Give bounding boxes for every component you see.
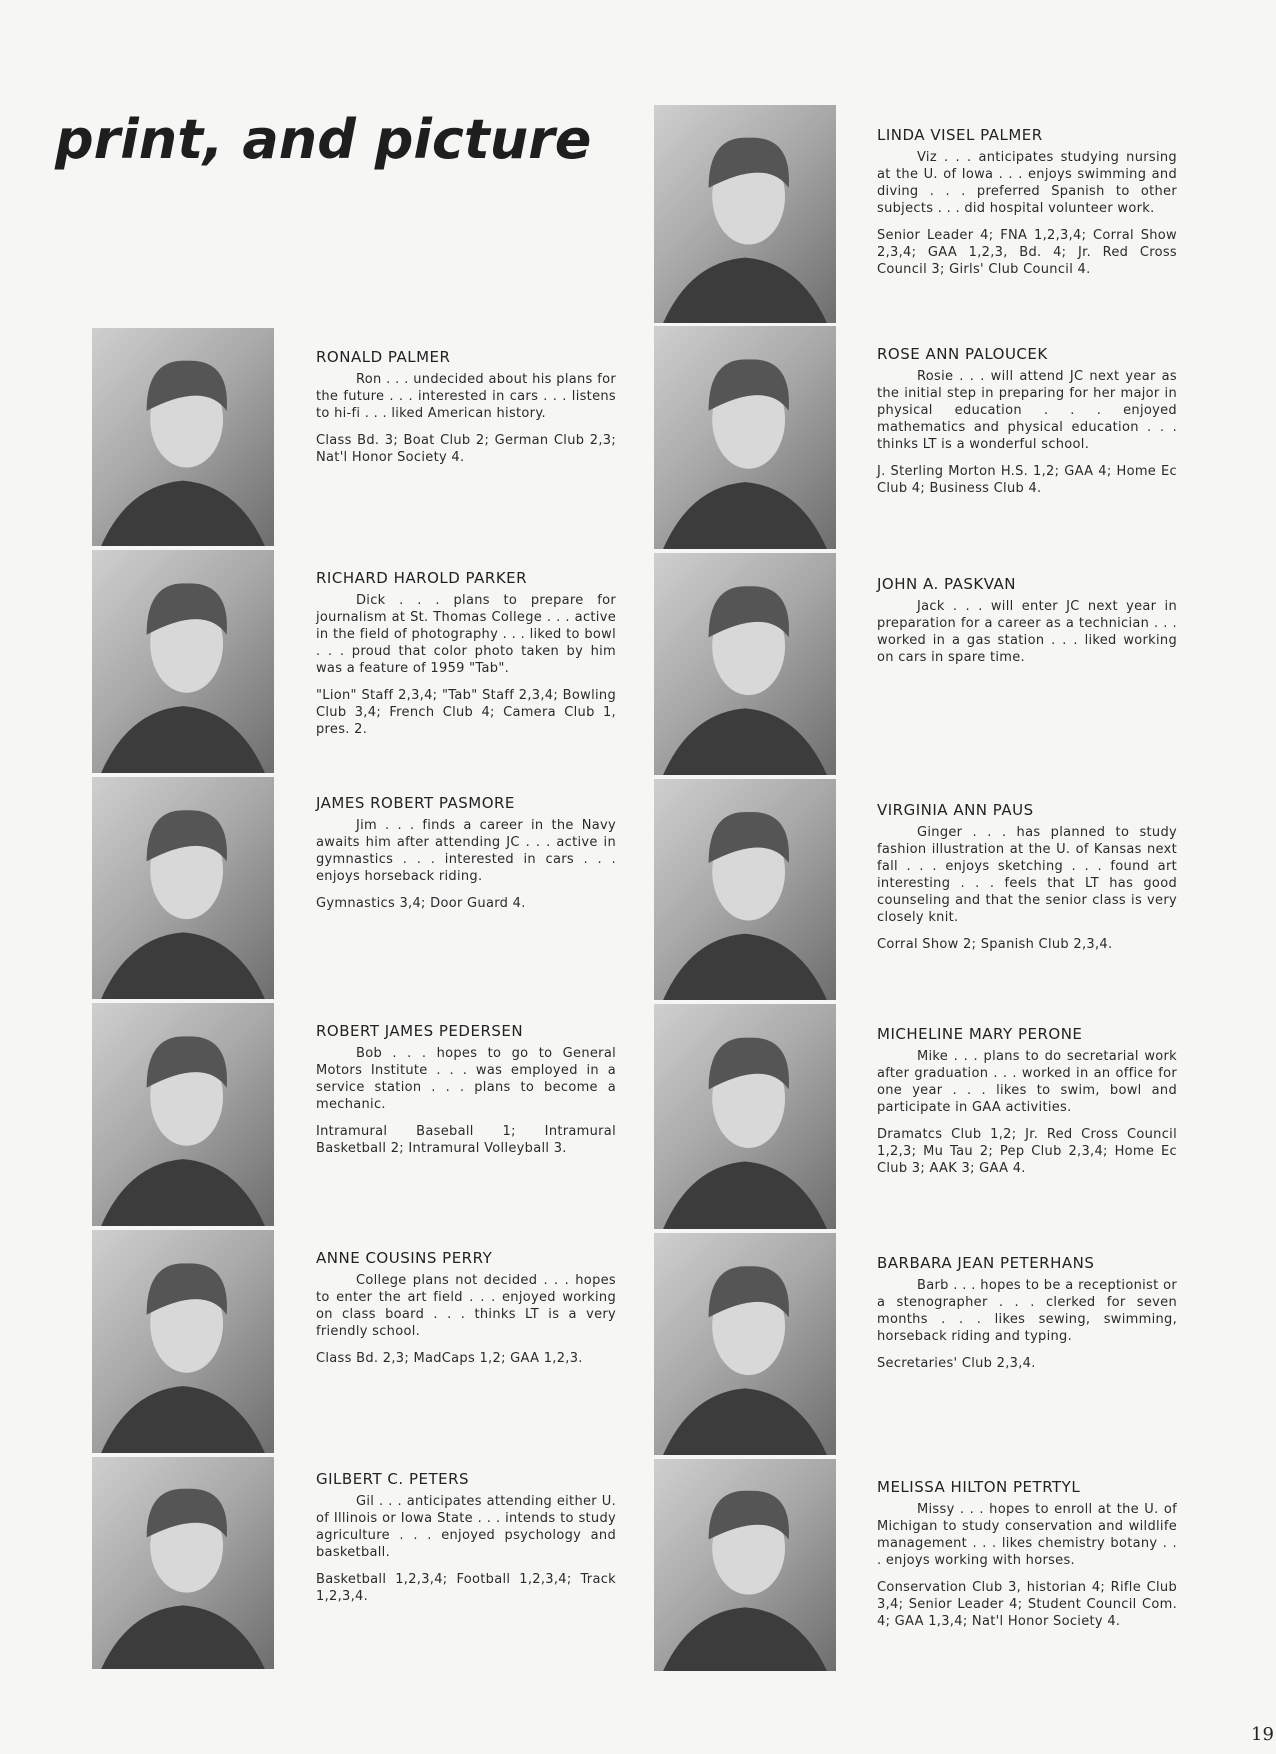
student-entry (316, 1471, 616, 1605)
portrait-silhouette (654, 1459, 836, 1671)
student-entry (877, 127, 1177, 278)
student-name: VIRGINIA ANN PAUS (877, 801, 1034, 819)
portrait-shoulders (663, 934, 827, 1000)
student-entry (877, 1026, 1177, 1177)
portrait-shoulders (663, 258, 827, 323)
portrait-shoulders (663, 1388, 827, 1455)
student-name: JAMES ROBERT PASMORE (316, 794, 515, 812)
student-bio: Bob . . . hopes to go to General Motors Institute . . . was employed in a service station . . . plans to become a mechanic. (316, 1046, 616, 1112)
student-name: MELISSA HILTON PETRTYL (877, 1478, 1081, 1496)
portrait-photo (654, 326, 836, 549)
student-bio: Ginger . . . has planned to study fashion illustration at the U. of Kansas next fall . . . enjoys sketching . . . found art interesting . . . feels that LT has good counseling and that the senior class is very closely knit. (877, 825, 1177, 925)
student-entry (316, 1250, 616, 1367)
student-bio: Barb . . . hopes to be a receptionist or a stenographer . . . clerked for seven months . . . likes sewing, swimming, horseback riding and typing. (877, 1278, 1177, 1344)
portrait-silhouette (92, 1230, 274, 1453)
student-activities: Class Bd. 3; Boat Club 2; German Club 2,3; Nat'l Honor Society 4. (316, 433, 616, 465)
portrait-silhouette (654, 1004, 836, 1229)
portrait-shoulders (663, 708, 827, 775)
student-activities: "Lion" Staff 2,3,4; "Tab" Staff 2,3,4; Bowling Club 3,4; French Club 4; Camera Club 1, pres. 2. (316, 688, 616, 737)
student-bio: Mike . . . plans to do secretarial work after graduation . . . worked in an office for one year . . . likes to swim, bowl and participate in GAA activities. (877, 1049, 1177, 1115)
student-name: ROSE ANN PALOUCEK (877, 345, 1048, 363)
student-bio: Ron . . . undecided about his plans for the future . . . interested in cars . . . listens to hi-fi . . . liked American history. (316, 372, 616, 421)
student-entry (877, 1255, 1177, 1372)
portrait-silhouette (92, 550, 274, 773)
portrait-silhouette (654, 105, 836, 323)
student-activities: Senior Leader 4; FNA 1,2,3,4; Corral Show 2,3,4; GAA 1,2,3, Bd. 4; Jr. Red Cross Council 3; Girls' Club Council 4. (877, 228, 1177, 277)
portrait-silhouette (654, 553, 836, 775)
student-entry (316, 795, 616, 912)
student-name: ROBERT JAMES PEDERSEN (316, 1022, 524, 1040)
student-bio: Dick . . . plans to prepare for journalism at St. Thomas College . . . active in the field of photography . . . liked to bowl . . . proud that color photo taken by him was a feature of 1959 "Tab". (316, 593, 616, 676)
portrait-photo (654, 553, 836, 775)
portrait-photo (654, 1004, 836, 1229)
student-entry (316, 349, 616, 466)
student-name: GILBERT C. PETERS (316, 1470, 470, 1488)
portrait-photo (654, 1459, 836, 1671)
portrait-shoulders (101, 1605, 265, 1669)
student-entry (316, 1023, 616, 1157)
student-activities: Class Bd. 2,3; MadCaps 1,2; GAA 1,2,3. (316, 1351, 583, 1366)
student-bio: Jim . . . finds a career in the Navy awaits him after attending JC . . . active in gymnastics . . . interested in cars . . . enjoys horseback riding. (316, 818, 616, 884)
student-bio: Missy . . . hopes to enroll at the U. of Michigan to study conservation and wildlife management . . . likes chemistry botany . . . enjoys working with horses. (877, 1502, 1177, 1568)
portrait-silhouette (92, 777, 274, 999)
portrait-shoulders (101, 1386, 265, 1453)
student-activities: Intramural Baseball 1; Intramural Basketball 2; Intramural Volleyball 3. (316, 1124, 616, 1156)
student-activities: Conservation Club 3, historian 4; Rifle Club 3,4; Senior Leader 4; Student Council Com. 4; GAA 1,3,4; Nat'l Honor Society 4. (877, 1580, 1177, 1629)
student-activities: Gymnastics 3,4; Door Guard 4. (316, 896, 526, 911)
student-name: JOHN A. PASKVAN (877, 575, 1017, 593)
student-name: BARBARA JEAN PETERHANS (877, 1254, 1095, 1272)
portrait-shoulders (101, 1159, 265, 1226)
student-name: RONALD PALMER (316, 348, 451, 366)
portrait-photo (92, 1003, 274, 1226)
student-activities: Basketball 1,2,3,4; Football 1,2,3,4; Track 1,2,3,4. (316, 1572, 616, 1604)
student-entry (316, 570, 616, 738)
portrait-silhouette (654, 1233, 836, 1455)
portrait-photo (654, 105, 836, 323)
portrait-silhouette (654, 779, 836, 1000)
student-bio: Jack . . . will enter JC next year in preparation for a career as a technician . . . worked in a gas station . . . liked working on cars in spare time. (877, 599, 1177, 665)
portrait-silhouette (92, 1003, 274, 1226)
portrait-photo (654, 1233, 836, 1455)
portrait-shoulders (101, 481, 265, 546)
student-entry (877, 1479, 1177, 1630)
student-entry (877, 576, 1177, 676)
portrait-silhouette (92, 1457, 274, 1669)
portrait-silhouette (92, 328, 274, 546)
student-entry (877, 346, 1177, 497)
student-entry (877, 802, 1177, 953)
portrait-shoulders (663, 482, 827, 549)
student-bio: College plans not decided . . . hopes to enter the art field . . . enjoyed working on class board . . . thinks LT is a very friendly school. (316, 1273, 616, 1339)
student-activities: Corral Show 2; Spanish Club 2,3,4. (877, 937, 1113, 952)
portrait-photo (654, 779, 836, 1000)
student-name: MICHELINE MARY PERONE (877, 1025, 1083, 1043)
portrait-shoulders (101, 706, 265, 773)
portrait-photo (92, 550, 274, 773)
student-bio: Rosie . . . will attend JC next year as the initial step in preparing for her major in physical education . . . enjoyed mathematics and physical education . . . thinks LT is a wonderful school. (877, 369, 1177, 452)
portrait-photo (92, 1457, 274, 1669)
student-activities: Secretaries' Club 2,3,4. (877, 1356, 1036, 1371)
student-name: ANNE COUSINS PERRY (316, 1249, 493, 1267)
page-number: 19 (1251, 1724, 1274, 1745)
portrait-photo (92, 328, 274, 546)
student-activities: J. Sterling Morton H.S. 1,2; GAA 4; Home Ec Club 4; Business Club 4. (877, 464, 1177, 496)
portrait-photo (92, 1230, 274, 1453)
student-name: RICHARD HAROLD PARKER (316, 569, 528, 587)
student-bio: Gil . . . anticipates attending either U. of Illinois or Iowa State . . . intends to study agriculture . . . enjoyed psychology and basketball. (316, 1494, 616, 1560)
student-name: LINDA VISEL PALMER (877, 126, 1043, 144)
student-activities: Dramatcs Club 1,2; Jr. Red Cross Council 1,2,3; Mu Tau 2; Pep Club 2,3,4; Home Ec Club 3; AAK 3; GAA 4. (877, 1127, 1177, 1176)
page-heading: print, and picture (55, 108, 592, 171)
portrait-shoulders (101, 932, 265, 999)
portrait-photo (92, 777, 274, 999)
portrait-silhouette (654, 326, 836, 549)
portrait-shoulders (663, 1162, 827, 1230)
portrait-shoulders (663, 1607, 827, 1671)
student-bio: Viz . . . anticipates studying nursing at the U. of Iowa . . . enjoys swimming and diving . . . preferred Spanish to other subjects . . . did hospital volunteer work. (877, 150, 1177, 216)
